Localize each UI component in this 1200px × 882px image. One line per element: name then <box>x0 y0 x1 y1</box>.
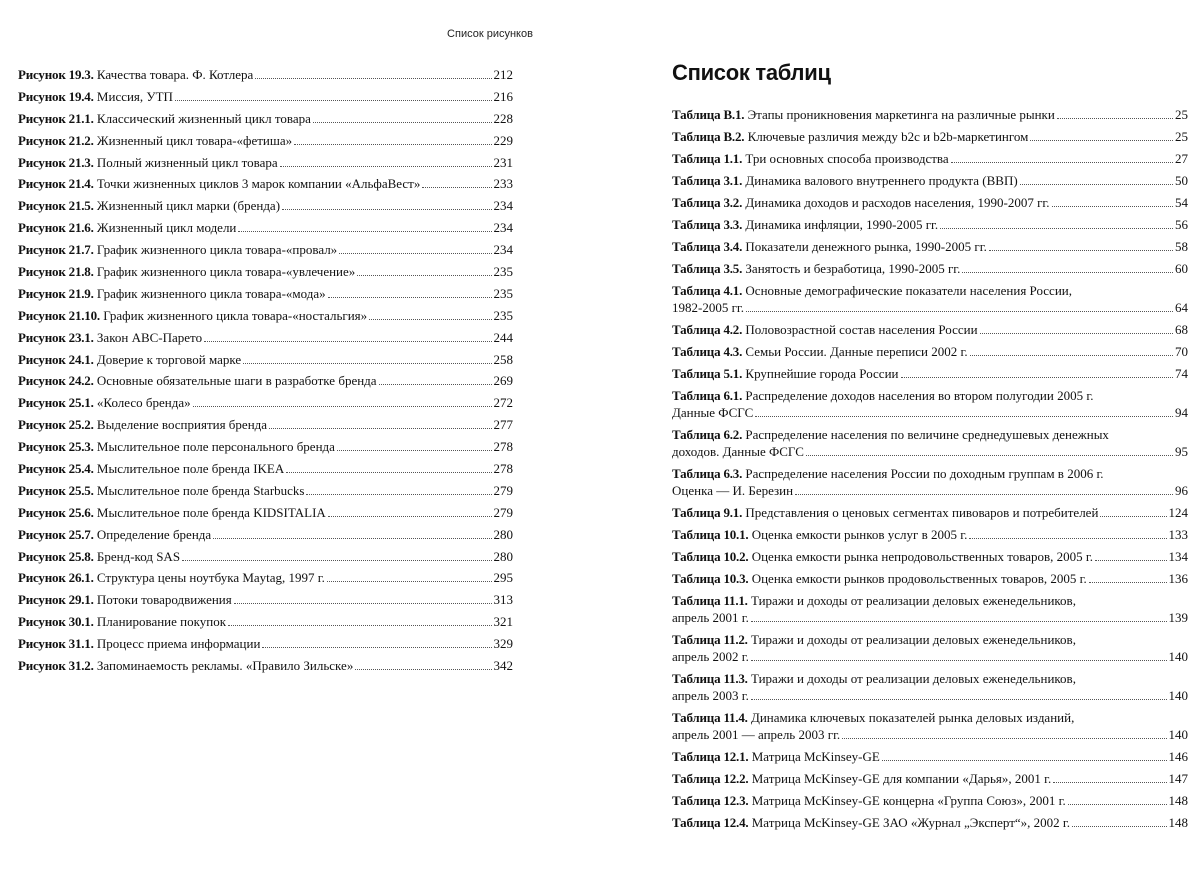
dot-leader <box>1095 560 1166 561</box>
table-label: Таблица 10.3. <box>672 571 749 586</box>
table-caption: Распределение населения России по доходным группам в 2006 г. <box>745 466 1104 481</box>
page-number: 321 <box>493 614 513 630</box>
page-number: 146 <box>1168 749 1188 764</box>
page-number: 279 <box>493 482 513 498</box>
page-number: 277 <box>493 417 513 433</box>
table-entry <box>672 387 1188 421</box>
figure-entry <box>18 197 513 214</box>
dot-leader <box>255 78 491 79</box>
table-entry <box>672 194 1188 211</box>
table-entry <box>672 670 1188 704</box>
table-label: Таблица 11.3. <box>672 671 748 686</box>
table-entry <box>672 548 1188 565</box>
figure-label: Рисунок 30.1. <box>18 614 94 630</box>
table-entry <box>672 106 1188 123</box>
table-entry <box>672 260 1188 277</box>
page-number: 134 <box>1168 549 1188 564</box>
table-caption: Матрица McKinsey-GE ЗАО «Журнал „Эксперт“», 2002 г. <box>751 815 1071 830</box>
tables-list <box>672 106 1188 831</box>
figure-label: Рисунок 21.7. <box>18 242 94 258</box>
table-label: Таблица 3.4. <box>672 239 743 254</box>
tables-column <box>672 60 1188 836</box>
figure-entry <box>18 329 513 346</box>
dot-leader <box>213 538 491 539</box>
table-entry <box>672 792 1188 809</box>
table-label: Таблица 1.1. <box>672 151 743 166</box>
page-number: 60 <box>1175 261 1188 276</box>
page-number: 25 <box>1175 107 1188 122</box>
page-number: 280 <box>493 526 513 542</box>
figure-entry <box>18 66 513 83</box>
dot-leader <box>379 384 492 385</box>
table-caption: Оценка емкости рынка непродовольственных товаров, 2005 г. <box>751 549 1094 564</box>
dot-leader <box>751 660 1167 661</box>
page-number: 68 <box>1175 322 1188 337</box>
dot-leader <box>751 621 1167 622</box>
table-label: Таблица 12.1. <box>672 749 749 764</box>
page-number: 258 <box>493 351 513 367</box>
figure-entry <box>18 394 513 411</box>
page-number: 70 <box>1175 344 1188 359</box>
dot-leader <box>901 377 1174 378</box>
table-entry <box>672 321 1188 338</box>
figure-caption: Точки жизненных циклов 3 марок компании «АльфаВест» <box>96 176 421 192</box>
dot-leader <box>280 166 492 167</box>
table-label: Таблица 11.2. <box>672 632 748 647</box>
figure-label: Рисунок 24.1. <box>18 351 94 367</box>
figure-label: Рисунок 19.4. <box>18 88 94 104</box>
dot-leader <box>282 209 491 210</box>
table-entry <box>672 592 1188 626</box>
figure-entry <box>18 307 513 324</box>
table-label: Таблица 9.1. <box>672 505 743 520</box>
figure-label: Рисунок 25.7. <box>18 526 94 542</box>
figures-list <box>18 66 513 679</box>
figure-caption: Закон АВС-Парето <box>96 329 203 345</box>
dot-leader <box>369 319 491 320</box>
table-label: Таблица 3.3. <box>672 217 743 232</box>
table-caption-continued: Оценка — И. Березин <box>672 483 794 498</box>
dot-leader <box>327 581 492 582</box>
figure-caption: Процесс приема информации <box>96 636 261 652</box>
page-number: 234 <box>493 242 513 258</box>
figure-label: Рисунок 26.1. <box>18 570 94 586</box>
dot-leader <box>204 341 491 342</box>
figure-entry <box>18 657 513 674</box>
figure-label: Рисунок 24.2. <box>18 373 94 389</box>
page-number: 94 <box>1175 405 1188 420</box>
table-caption: Крупнейшие города России <box>745 366 899 381</box>
table-caption: Этапы проникновения маркетинга на различные рынки <box>747 107 1055 122</box>
table-caption: Динамика доходов и расходов населения, 1990-2007 гг. <box>745 195 1050 210</box>
page-number: 148 <box>1168 815 1188 830</box>
table-label: Таблица 6.3. <box>672 466 743 481</box>
dot-leader <box>989 250 1173 251</box>
page-number: 272 <box>493 395 513 411</box>
figure-entry <box>18 351 513 368</box>
page-number: 295 <box>493 570 513 586</box>
table-label: Таблица 11.1. <box>672 593 748 608</box>
dot-leader <box>951 162 1173 163</box>
table-caption: Занятость и безработица, 1990-2005 гг. <box>745 261 961 276</box>
figure-caption: Жизненный цикл марки (бренда) <box>96 198 281 214</box>
page-number: 228 <box>493 110 513 126</box>
dot-leader <box>962 272 1173 273</box>
figure-label: Рисунок 19.3. <box>18 67 94 82</box>
dot-leader <box>422 187 491 188</box>
table-entry <box>672 570 1188 587</box>
figure-label: Рисунок 25.2. <box>18 417 94 433</box>
figure-caption: График жизненного цикла товара-«мода» <box>96 285 326 301</box>
table-label: Таблица 12.4. <box>672 815 749 830</box>
dot-leader <box>1057 118 1173 119</box>
figure-caption: График жизненного цикла товара-«увлечение» <box>96 264 356 280</box>
table-label: Таблица 12.3. <box>672 793 749 808</box>
table-caption: Динамика валового внутреннего продукта (ВВП) <box>745 173 1018 188</box>
table-entry <box>672 150 1188 167</box>
table-label: Таблица 3.1. <box>672 173 743 188</box>
page-number: 235 <box>493 307 513 323</box>
table-caption: Семьи России. Данные переписи 2002 г. <box>745 344 968 359</box>
table-caption: Три основных способа производства <box>745 151 949 166</box>
page-number: 140 <box>1168 688 1188 703</box>
figure-caption: Основные обязательные шаги в разработке бренда <box>96 373 377 389</box>
figure-entry <box>18 88 513 105</box>
figure-caption: «Колесо бренда» <box>96 395 191 411</box>
table-caption: Основные демографические показатели населения России, <box>745 283 1072 298</box>
figure-caption: Мыслительное поле персонального бренда <box>96 439 335 455</box>
dot-leader <box>355 669 491 670</box>
page-number: 234 <box>493 220 513 236</box>
figure-caption: Мыслительное поле бренда IKEA <box>96 461 285 477</box>
dot-leader <box>294 144 491 145</box>
table-label: Таблица В.1. <box>672 107 745 122</box>
dot-leader <box>269 428 491 429</box>
table-caption-continued: апрель 2003 г. <box>672 688 749 703</box>
dot-leader <box>940 228 1173 229</box>
dot-leader <box>751 699 1167 700</box>
page-number: 329 <box>493 636 513 652</box>
figure-entry <box>18 416 513 433</box>
figure-entry <box>18 548 513 565</box>
dot-leader <box>234 603 492 604</box>
figure-caption: Миссия, УТП <box>96 88 173 104</box>
dot-leader <box>228 625 491 626</box>
table-caption: Представления о ценовых сегментах пивоваров и потребителей <box>745 505 1099 520</box>
figure-entry <box>18 219 513 236</box>
dot-leader <box>262 647 491 648</box>
page-number: 233 <box>493 176 513 192</box>
page-number: 58 <box>1175 239 1188 254</box>
page-number: 74 <box>1175 366 1188 381</box>
table-label: Таблица 4.1. <box>672 283 743 298</box>
figure-caption: Качества товара. Ф. Котлера <box>96 67 254 82</box>
page-number: 279 <box>493 504 513 520</box>
page-number: 342 <box>493 658 513 674</box>
figure-label: Рисунок 25.4. <box>18 461 94 477</box>
page-number: 136 <box>1168 571 1188 586</box>
figure-caption: Бренд-код SAS <box>96 548 181 564</box>
table-entry <box>672 216 1188 233</box>
dot-leader <box>313 122 492 123</box>
dot-leader <box>1020 184 1173 185</box>
page-number: 278 <box>493 461 513 477</box>
figure-entry <box>18 460 513 477</box>
figure-label: Рисунок 25.6. <box>18 504 94 520</box>
figure-entry <box>18 372 513 389</box>
table-caption: Оценка емкости рынков услуг в 2005 г. <box>751 527 968 542</box>
figure-caption: График жизненного цикла товара-«провал» <box>96 242 338 258</box>
table-caption: Матрица McKinsey-GE концерна «Группа Союз», 2001 г. <box>751 793 1066 808</box>
table-caption: Тиражи и доходы от реализации деловых еженедельников, <box>750 593 1076 608</box>
page-number: 280 <box>493 548 513 564</box>
table-entry <box>672 426 1188 460</box>
table-caption-continued: 1982-2005 гг. <box>672 300 745 315</box>
figure-caption: Выделение восприятия бренда <box>96 417 268 433</box>
dot-leader <box>969 538 1166 539</box>
table-caption: Матрица McKinsey-GE <box>751 749 880 764</box>
dot-leader <box>337 450 492 451</box>
dot-leader <box>746 311 1173 312</box>
table-caption-continued: Данные ФСГС <box>672 405 754 420</box>
table-entry <box>672 365 1188 382</box>
figure-label: Рисунок 21.4. <box>18 176 94 192</box>
figure-label: Рисунок 29.1. <box>18 592 94 608</box>
table-entry <box>672 128 1188 145</box>
table-label: Таблица 11.4. <box>672 710 748 725</box>
figure-entry <box>18 154 513 171</box>
table-label: Таблица 3.2. <box>672 195 743 210</box>
table-caption: Тиражи и доходы от реализации деловых еженедельников, <box>750 632 1076 647</box>
table-entry <box>672 343 1188 360</box>
dot-leader <box>306 494 491 495</box>
figure-entry <box>18 526 513 543</box>
page-number: 216 <box>493 88 513 104</box>
figure-label: Рисунок 25.5. <box>18 482 94 498</box>
page-number: 231 <box>493 154 513 170</box>
table-caption-continued: апрель 2001 — апрель 2003 гг. <box>672 727 841 742</box>
dot-leader <box>1072 826 1166 827</box>
page-number: 95 <box>1175 444 1188 459</box>
figure-caption: Жизненный цикл модели <box>96 220 237 236</box>
page-number: 140 <box>1168 727 1188 742</box>
dot-leader <box>1089 582 1167 583</box>
figure-entry <box>18 438 513 455</box>
dot-leader <box>1052 206 1173 207</box>
figure-label: Рисунок 23.1. <box>18 329 94 345</box>
page-number: 50 <box>1175 173 1188 188</box>
page-number: 54 <box>1175 195 1188 210</box>
dot-leader <box>238 231 491 232</box>
table-entry <box>672 709 1188 743</box>
page-number: 124 <box>1168 505 1188 520</box>
table-label: Таблица 6.1. <box>672 388 743 403</box>
page-number: 27 <box>1175 151 1188 166</box>
table-entry <box>672 526 1188 543</box>
dot-leader <box>1053 782 1166 783</box>
figure-entry <box>18 110 513 127</box>
table-caption-continued: апрель 2001 г. <box>672 610 749 625</box>
figure-caption: Мыслительное поле бренда KIDSITALIA <box>96 504 326 520</box>
dot-leader <box>795 494 1173 495</box>
figure-label: Рисунок 21.2. <box>18 132 94 148</box>
table-caption: Оценка емкости рынков продовольственных товаров, 2005 г. <box>751 571 1087 586</box>
figure-label: Рисунок 25.3. <box>18 439 94 455</box>
dot-leader <box>286 472 491 473</box>
table-caption-continued: апрель 2002 г. <box>672 649 749 664</box>
table-label: Таблица 4.3. <box>672 344 743 359</box>
figure-label: Рисунок 21.1. <box>18 110 94 126</box>
figure-caption: График жизненного цикла товара-«ностальгия» <box>103 307 368 323</box>
dot-leader <box>882 760 1167 761</box>
dot-leader <box>182 560 491 561</box>
figure-caption: Жизненный цикл товара-«фетиша» <box>96 132 293 148</box>
figure-caption: Планирование покупок <box>96 614 227 630</box>
page-number: 212 <box>493 67 513 82</box>
dot-leader <box>175 100 492 101</box>
figure-entry <box>18 285 513 302</box>
figure-entry <box>18 263 513 280</box>
figure-entry <box>18 591 513 608</box>
page-number: 235 <box>493 285 513 301</box>
figure-label: Рисунок 21.9. <box>18 285 94 301</box>
table-entry <box>672 504 1188 521</box>
page-number: 147 <box>1168 771 1188 786</box>
dot-leader <box>339 253 491 254</box>
figure-caption: Мыслительное поле бренда Starbucks <box>96 482 305 498</box>
figure-label: Рисунок 21.8. <box>18 264 94 280</box>
page-number: 229 <box>493 132 513 148</box>
table-entry <box>672 465 1188 499</box>
figure-entry <box>18 613 513 630</box>
table-label: Таблица В.2. <box>672 129 745 144</box>
page-number: 244 <box>493 329 513 345</box>
table-entry <box>672 748 1188 765</box>
table-caption: Динамика инфляции, 1990-2005 гг. <box>745 217 939 232</box>
figure-entry <box>18 635 513 652</box>
figure-label: Рисунок 21.10. <box>18 307 100 323</box>
figure-label: Рисунок 25.1. <box>18 395 94 411</box>
page-number: 96 <box>1175 483 1188 498</box>
table-caption: Динамика ключевых показателей рынка деловых изданий, <box>750 710 1075 725</box>
page-number: 140 <box>1168 649 1188 664</box>
figure-label: Рисунок 21.5. <box>18 198 94 214</box>
dot-leader <box>1100 516 1166 517</box>
table-entry <box>672 631 1188 665</box>
dot-leader <box>980 333 1173 334</box>
dot-leader <box>806 455 1173 456</box>
dot-leader <box>357 275 491 276</box>
dot-leader <box>328 297 492 298</box>
figure-label: Рисунок 31.2. <box>18 658 94 674</box>
page-number: 234 <box>493 198 513 214</box>
table-label: Таблица 4.2. <box>672 322 743 337</box>
dot-leader <box>328 516 492 517</box>
figure-entry <box>18 175 513 192</box>
dot-leader <box>193 406 492 407</box>
table-entry <box>672 770 1188 787</box>
dot-leader <box>243 363 491 364</box>
dot-leader <box>755 416 1173 417</box>
table-caption: Тиражи и доходы от реализации деловых еженедельников, <box>750 671 1076 686</box>
figure-label: Рисунок 21.6. <box>18 220 94 236</box>
figure-label: Рисунок 31.1. <box>18 636 94 652</box>
page-number: 139 <box>1168 610 1188 625</box>
table-label: Таблица 10.2. <box>672 549 749 564</box>
table-caption-continued: доходов. Данные ФСГС <box>672 444 804 459</box>
table-caption: Распределение доходов населения во втором полугодии 2005 г. <box>745 388 1094 403</box>
page-number: 235 <box>493 264 513 280</box>
table-label: Таблица 10.1. <box>672 527 749 542</box>
table-caption: Распределение населения по величине среднедушевых денежных <box>745 427 1109 442</box>
table-entry <box>672 282 1188 316</box>
figure-label: Рисунок 25.8. <box>18 548 94 564</box>
table-caption: Показатели денежного рынка, 1990-2005 гг. <box>745 239 987 254</box>
table-label: Таблица 12.2. <box>672 771 749 786</box>
running-header: Список рисунков <box>447 28 533 40</box>
table-caption: Ключевые различия между b2c и b2b-маркетингом <box>747 129 1029 144</box>
figure-caption: Доверие к торговой марке <box>96 351 242 367</box>
table-label: Таблица 5.1. <box>672 366 743 381</box>
dot-leader <box>970 355 1173 356</box>
page-number: 64 <box>1175 300 1188 315</box>
tables-list-title: Список таблиц <box>672 60 831 85</box>
figure-caption: Потоки товародвижения <box>96 592 232 608</box>
page-number: 278 <box>493 439 513 455</box>
page-number: 313 <box>493 592 513 608</box>
page-number: 133 <box>1168 527 1188 542</box>
table-label: Таблица 6.2. <box>672 427 743 442</box>
figure-label: Рисунок 21.3. <box>18 154 94 170</box>
figure-caption: Полный жизненный цикл товара <box>96 154 278 170</box>
figure-entry <box>18 241 513 258</box>
figure-caption: Структура цены ноутбука Maytag, 1997 г. <box>96 570 325 586</box>
page-number: 148 <box>1168 793 1188 808</box>
page-number: 56 <box>1175 217 1188 232</box>
figure-caption: Определение бренда <box>96 526 212 542</box>
figure-entry <box>18 132 513 149</box>
figure-entry <box>18 482 513 499</box>
table-entry <box>672 238 1188 255</box>
dot-leader <box>1030 140 1173 141</box>
table-caption: Матрица McKinsey-GE для компании «Дарья», 2001 г. <box>751 771 1052 786</box>
dot-leader <box>842 738 1166 739</box>
table-caption: Половозрастной состав населения России <box>745 322 978 337</box>
figure-entry <box>18 569 513 586</box>
dot-leader <box>1068 804 1167 805</box>
figure-caption: Запоминаемость рекламы. «Правило Зильске» <box>96 658 354 674</box>
table-label: Таблица 3.5. <box>672 261 743 276</box>
table-entry <box>672 814 1188 831</box>
page-number: 269 <box>493 373 513 389</box>
page-number: 25 <box>1175 129 1188 144</box>
figure-caption: Классический жизненный цикл товара <box>96 110 311 126</box>
figure-entry <box>18 504 513 521</box>
table-entry <box>672 172 1188 189</box>
